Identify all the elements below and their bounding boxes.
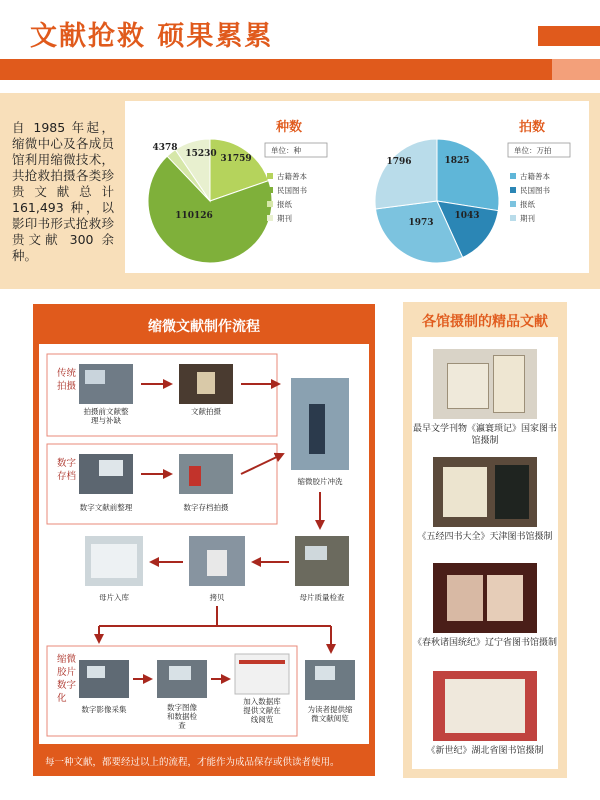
branch-line <box>99 606 331 626</box>
step-quality-check-label: 母片质量检查 <box>299 593 345 602</box>
workflow-footer: 每一种文献，都要经过以上的流程，才能作为成品保存或供读者使用。 <box>45 757 340 768</box>
legend-label-1-1: 古籍善本 <box>277 172 307 181</box>
rare-photo-2 <box>433 457 537 527</box>
unit-label-1: 单位：种 <box>271 146 301 155</box>
rare-documents-inner <box>412 337 558 769</box>
pie-value-label-2-1: 1825 <box>444 156 470 166</box>
pie-slice-2-4 <box>375 139 437 209</box>
rare-documents-panel <box>403 302 567 778</box>
chart-title-1: 种数 <box>275 120 303 135</box>
group-label-traditional: 传统拍摄 <box>57 368 77 392</box>
header-band <box>0 59 600 80</box>
step-shooting-label: 文献拍摄 <box>191 407 221 416</box>
rare-photo-1 <box>433 349 537 419</box>
legend-label-1-3: 报纸 <box>277 200 292 209</box>
unit-label-2: 单位：万拍 <box>514 146 552 155</box>
charts-svg <box>125 101 589 273</box>
rare-item <box>412 457 558 543</box>
photo-reading <box>305 660 355 700</box>
group-label-digital: 数字存档 <box>57 458 77 482</box>
legend-swatch-2-3 <box>510 201 516 207</box>
pie-value-label-2-3: 1973 <box>408 218 434 228</box>
rare-photo-4 <box>433 671 537 741</box>
rare-item <box>412 349 558 447</box>
legend-swatch-2-4 <box>510 215 516 221</box>
step-archive-label: 母片入库 <box>99 593 129 602</box>
step-image-capture-label: 数字影像采集 <box>81 705 127 714</box>
chart-panel <box>125 101 589 273</box>
step-online-label: 加入数据库提供文献在线阅览 <box>243 697 281 724</box>
legend-swatch-1-1 <box>267 173 273 179</box>
rare-item <box>412 563 558 649</box>
group-label-digitization: 缩微胶片数字化 <box>57 654 77 704</box>
intro-text: 自 1985 年起，缩微中心及各成员馆利用缩微技术，共抢救拍摄各类珍贵文献总计 161,493 种，以影印书形式抢救珍贵文献 300 余种。 <box>12 120 114 263</box>
step-image-check-label: 数字图像和数据检查 <box>167 703 197 730</box>
pie-slice-2-1 <box>437 139 499 211</box>
workflow-title: 缩微文献制作流程 <box>148 319 260 335</box>
step-film-washing-label: 缩微胶片冲洗 <box>297 477 343 486</box>
legend-label-2-1: 古籍善本 <box>520 172 550 181</box>
photo-image-check <box>157 660 207 698</box>
page-title: 文献抢救 硕果累累 <box>30 21 274 52</box>
photo-digital-prep <box>79 454 133 494</box>
legend-swatch-2-2 <box>510 187 516 193</box>
legend-label-2-3: 报纸 <box>520 200 535 209</box>
legend-label-1-2: 民国图书 <box>277 186 307 195</box>
rare-caption-4: 《新世纪》湖北省图书馆摄制 <box>426 746 544 756</box>
photo-film-washing <box>291 378 349 470</box>
pie-value-label-1-2: 110126 <box>175 211 213 221</box>
pie-value-label-1-1: 31759 <box>220 154 252 164</box>
legend-label-1-4: 期刊 <box>277 214 292 223</box>
rare-photo-3 <box>433 563 537 633</box>
pie-value-label-1-3: 4378 <box>152 143 178 153</box>
step-reading-label: 为读者提供缩微文献阅览 <box>307 705 353 723</box>
rare-caption-2: 《五经四书大全》天津图书馆摄制 <box>417 532 553 542</box>
photo-online-database <box>235 654 289 694</box>
legend-swatch-1-3 <box>267 201 273 207</box>
pie-value-label-2-2: 1043 <box>454 211 480 221</box>
pie-value-label-1-4: 15230 <box>185 149 217 159</box>
header-band-tail <box>552 59 600 80</box>
photo-digital-shooting <box>179 454 233 494</box>
step-copy-label: 拷贝 <box>209 593 225 602</box>
chart-title-2: 拍数 <box>518 120 546 135</box>
workflow-diagram <box>39 344 369 744</box>
rare-caption-3: 《春秋诸国统纪》辽宁省图书馆摄制 <box>412 638 557 648</box>
step-digital-prep-label: 数字文献前整理 <box>79 503 133 512</box>
photo-image-capture <box>79 660 129 698</box>
rare-documents-title: 各馆摄制的精品文献 <box>422 314 548 330</box>
pie-value-label-2-4: 1796 <box>386 157 412 167</box>
photo-archive <box>85 536 143 586</box>
photo-quality-check <box>295 536 349 586</box>
step-digital-shoot-label: 数字存档拍摄 <box>183 503 229 512</box>
workflow-inner <box>39 344 369 744</box>
rare-item <box>412 671 558 757</box>
step-prep-label: 拍摄前文献整理与补缺 <box>83 407 129 425</box>
legend-swatch-1-4 <box>267 215 273 221</box>
rare-caption-1: 最早文学刊物《瀛寰琐记》国家图书馆摄制 <box>412 424 557 446</box>
photo-shooting <box>179 364 233 404</box>
legend-label-2-2: 民国图书 <box>520 186 550 195</box>
workflow-panel <box>33 304 375 776</box>
header-band-right <box>538 26 600 46</box>
photo-prep <box>79 364 133 404</box>
legend-label-2-4: 期刊 <box>520 214 535 223</box>
photo-copy <box>189 536 245 586</box>
legend-swatch-2-1 <box>510 173 516 179</box>
legend-swatch-1-2 <box>267 187 273 193</box>
